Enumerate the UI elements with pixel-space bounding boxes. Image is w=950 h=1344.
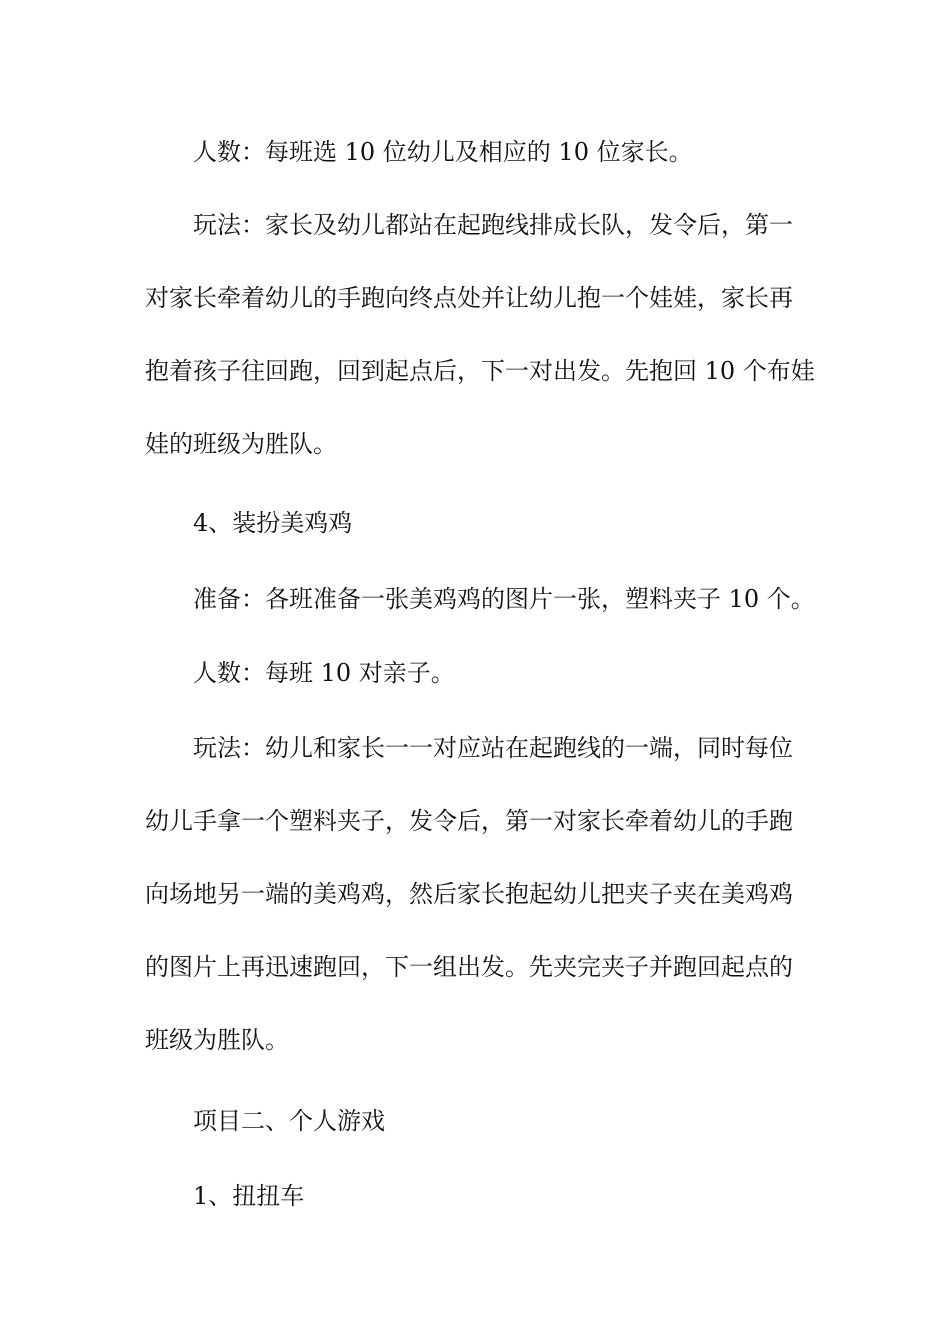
paragraph-rules-2: [145, 712, 810, 1077]
text-line: 人数：每班 10 对亲子。: [193, 659, 455, 687]
text-line: 项目二、个人游戏: [193, 1107, 385, 1135]
section-heading-individual-games: [145, 1085, 810, 1158]
text-line: 玩法：家长及幼儿都站在起跑线排成长队，发令后，第一: [193, 211, 793, 239]
section-heading-twist-car: [145, 1160, 810, 1233]
text-line: 向场地另一端的美鸡鸡，然后家长抱起幼儿把夹子夹在美鸡鸡: [145, 880, 793, 908]
text-line: 的图片上再迅速跑回，下一组出发。先夹完夹子并跑回起点的: [145, 953, 793, 981]
paragraph-preparation: [145, 563, 815, 636]
paragraph-rules-1: [145, 189, 815, 481]
text-line: 准备：各班准备一张美鸡鸡的图片一张，塑料夹子 10 个。: [193, 585, 815, 613]
text-line: 幼儿手拿一个塑料夹子，发令后，第一对家长牵着幼儿的手跑: [145, 807, 793, 835]
text-line: 4、装扮美鸡鸡: [193, 509, 353, 537]
text-line: 对家长牵着幼儿的手跑向终点处并让幼儿抱一个娃娃，家长再: [145, 284, 793, 312]
text-line: 1、扭扭车: [193, 1182, 305, 1210]
section-heading-dress-up: [145, 487, 810, 560]
text-line: 娃的班级为胜队。: [145, 430, 337, 458]
text-line: 人数：每班选 10 位幼儿及相应的 10 位家长。: [193, 138, 693, 166]
paragraph-participants-1: [145, 116, 810, 189]
text-line: 玩法：幼儿和家长一一对应站在起跑线的一端，同时每位: [193, 734, 793, 762]
paragraph-participants-2: [145, 637, 810, 710]
text-line: 班级为胜队。: [145, 1026, 289, 1054]
text-line: 抱着孩子往回跑，回到起点后，下一对出发。先抱回 10 个布娃: [145, 357, 815, 385]
